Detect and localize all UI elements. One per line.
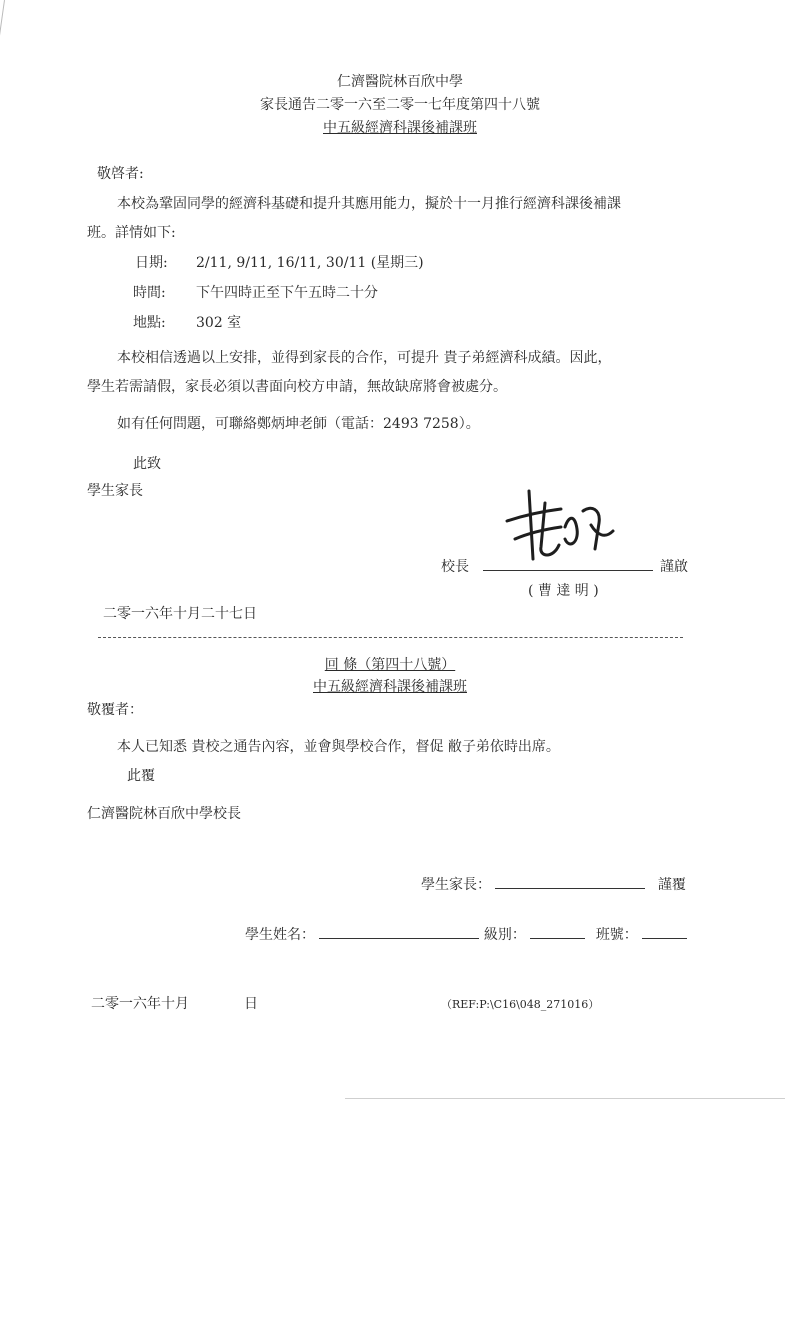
- paragraph-2-line-2: 學生若需請假，家長必須以書面向校方申請，無故缺席將會被處分。: [87, 379, 507, 395]
- reply-title-wrapper: [280, 654, 500, 674]
- closing-greeting: 此致: [133, 456, 161, 472]
- scan-artifact-line: [345, 1098, 785, 1099]
- paragraph-1-line-2: 班。詳情如下:: [87, 225, 176, 241]
- principal-name: ( 曹 達 明 ): [528, 583, 599, 599]
- student-info-row: [245, 923, 687, 944]
- closing-recipient: 學生家長: [87, 483, 143, 499]
- reply-salutation: 敬覆者：: [87, 702, 143, 718]
- paragraph-2-line-1: 本校相信透過以上安排，並得到家長的合作，可提升 貴子弟經濟科成績。因此，: [117, 350, 612, 366]
- class-number-label: 班號：: [595, 927, 638, 943]
- principal-label: 校長: [441, 559, 469, 575]
- principal-signature: [495, 485, 620, 575]
- notice-date: 二零一六年十月二十七日: [103, 606, 257, 622]
- reply-closing: 此覆: [127, 768, 155, 784]
- reply-subject-wrapper: [270, 676, 510, 696]
- respectfully-label: 謹啟: [660, 559, 688, 575]
- reply-addressee: 仁濟醫院林百欣中學校長: [87, 806, 241, 822]
- venue-value: 302 室: [196, 315, 242, 331]
- date-label: 日期:: [135, 255, 168, 271]
- class-number-field[interactable]: [642, 923, 687, 939]
- salutation: 敬啓者:: [97, 166, 144, 182]
- student-name-label: 學生姓名：: [245, 927, 315, 943]
- notice-number: 家長通告二零一六至二零一七年度第四十八號: [260, 97, 540, 113]
- subject-wrapper: [250, 117, 550, 137]
- paragraph-3: 如有任何問題，可聯絡鄭炳坤老師（電話：2493 7258）。: [117, 416, 480, 432]
- parent-signature-field[interactable]: [495, 873, 645, 889]
- notice-subject: 中五級經濟科課後補課班: [323, 120, 477, 136]
- reply-day: 日: [244, 996, 258, 1012]
- reply-respect: 謹覆: [657, 877, 686, 893]
- reply-title: 回 條（第四十八號）: [324, 657, 456, 673]
- school-name: 仁濟醫院林百欣中學: [337, 74, 463, 90]
- reference-code: （REF:P:\C16\048_271016）: [441, 998, 600, 1011]
- venue-label: 地點:: [133, 315, 166, 331]
- parent-label: 學生家長：: [421, 877, 491, 893]
- reply-date: 二零一六年十月: [91, 996, 189, 1012]
- principal-signature-line: [483, 570, 653, 571]
- student-name-field[interactable]: [319, 923, 479, 939]
- class-label: 級別：: [483, 927, 526, 943]
- reply-body: 本人已知悉 貴校之通告內容，並會與學校合作，督促 敝子弟依時出席。: [117, 739, 560, 755]
- parent-signature-row: [421, 873, 686, 894]
- paragraph-1-line-1: 本校為鞏固同學的經濟科基礎和提升其應用能力，擬於十一月推行經濟科課後補課: [117, 196, 621, 212]
- time-label: 時間:: [133, 285, 166, 301]
- date-value: 2/11, 9/11, 16/11, 30/11 (星期三): [196, 255, 424, 271]
- time-value: 下午四時正至下午五時二十分: [196, 285, 378, 301]
- scan-artifact-line: [0, 0, 5, 71]
- class-field[interactable]: [530, 923, 585, 939]
- reply-subject: 中五級經濟科課後補課班: [313, 679, 467, 695]
- tear-off-line: [98, 637, 683, 638]
